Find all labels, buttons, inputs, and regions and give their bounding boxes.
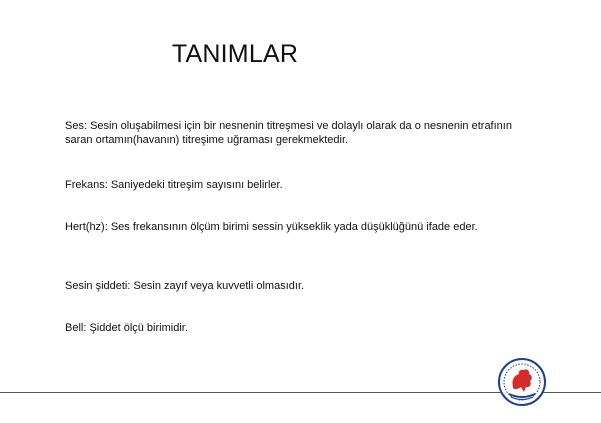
university-seal-icon bbox=[497, 356, 547, 408]
definition-bell: Bell: Şiddet ölçü birimidir. bbox=[65, 322, 188, 334]
definition-ses: Ses: Sesin oluşabilmesi için bir nesnenin titreşmesi ve dolaylı olarak da o nesnenin etrafının saran ortamın(havanın) titreşime uğraması gerekmektedir. bbox=[65, 120, 512, 146]
slide-title: TANIMLAR bbox=[171, 40, 299, 68]
definition-hertz: Hert(hz): Ses frekansının ölçüm birimi sessin yükseklik yada düşüklüğünü ifade eder. bbox=[65, 221, 478, 233]
definition-frekans: Frekans: Saniyedeki titreşim sayısını belirler. bbox=[65, 179, 283, 191]
definition-sesin-siddeti: Sesin şiddeti: Sesin zayıf veya kuvvetli olmasıdır. bbox=[65, 280, 305, 292]
